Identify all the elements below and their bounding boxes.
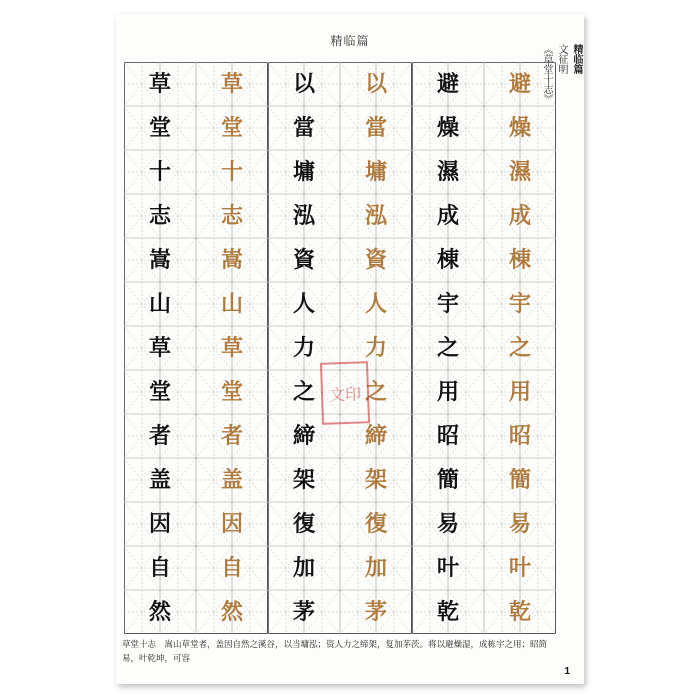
model-character: 成 bbox=[436, 203, 459, 229]
grid-block-2 bbox=[268, 62, 412, 634]
model-character: 嵩 bbox=[148, 247, 171, 273]
model-character: 人 bbox=[292, 291, 315, 317]
model-character: 昭 bbox=[436, 423, 459, 449]
copybook-page bbox=[116, 14, 584, 684]
tracing-character: 然 bbox=[220, 599, 243, 625]
model-character: 志 bbox=[148, 203, 171, 229]
model-character: 簡 bbox=[436, 467, 459, 493]
tracing-character: 草 bbox=[220, 335, 243, 361]
model-character: 燥 bbox=[436, 115, 459, 141]
footer-transcription: 草堂十志 嵩山草堂者，盖因自然之溪谷，以当墉泓；资人力之缔架，复加茅茨。将以避燥湿，成栋宇之用；昭简易，叶乾坤，可容 bbox=[122, 640, 548, 664]
model-character: 力 bbox=[292, 335, 315, 361]
tracing-character: 墉 bbox=[364, 159, 387, 185]
model-character: 堂 bbox=[148, 379, 171, 405]
tracing-character: 昭 bbox=[508, 423, 531, 449]
model-character-column bbox=[142, 62, 178, 634]
tracing-character: 志 bbox=[220, 203, 243, 229]
tracing-character: 易 bbox=[508, 511, 531, 537]
page-header-title: 精临篇 bbox=[330, 34, 370, 48]
tracing-character: 因 bbox=[220, 511, 243, 537]
tracing-character: 嵩 bbox=[220, 247, 243, 273]
model-character: 者 bbox=[148, 423, 171, 449]
tracing-character: 加 bbox=[364, 555, 387, 581]
tracing-character: 自 bbox=[220, 555, 243, 581]
tracing-character: 乾 bbox=[508, 599, 531, 625]
tracing-character: 用 bbox=[508, 379, 531, 405]
tracing-character: 者 bbox=[220, 423, 243, 449]
model-character: 以 bbox=[292, 71, 315, 97]
model-character: 加 bbox=[292, 555, 315, 581]
tracing-character: 山 bbox=[220, 291, 243, 317]
tracing-character: 締 bbox=[364, 423, 387, 449]
model-character: 架 bbox=[292, 467, 315, 493]
model-character: 締 bbox=[292, 423, 315, 449]
tracing-character: 堂 bbox=[220, 379, 243, 405]
tracing-character: 之 bbox=[364, 379, 387, 405]
model-character: 自 bbox=[148, 555, 171, 581]
tracing-character: 宇 bbox=[508, 291, 531, 317]
model-character-column bbox=[430, 62, 466, 634]
tracing-character: 復 bbox=[364, 511, 387, 537]
model-character: 十 bbox=[148, 159, 171, 185]
model-character: 茅 bbox=[292, 599, 315, 625]
model-character: 之 bbox=[292, 379, 315, 405]
tracing-character: 之 bbox=[508, 335, 531, 361]
model-character: 資 bbox=[292, 247, 315, 273]
tracing-character: 避 bbox=[508, 71, 531, 97]
tracing-character: 棟 bbox=[508, 247, 531, 273]
model-character: 易 bbox=[436, 511, 459, 537]
tracing-character: 力 bbox=[364, 335, 387, 361]
tracing-character: 堂 bbox=[220, 115, 243, 141]
side-author: 文征明 bbox=[556, 44, 567, 74]
tracing-character: 草 bbox=[220, 71, 243, 97]
tracing-character: 叶 bbox=[508, 555, 531, 581]
model-character: 盖 bbox=[148, 467, 171, 493]
tracing-character: 當 bbox=[364, 115, 387, 141]
model-character: 避 bbox=[436, 71, 459, 97]
model-character: 因 bbox=[148, 511, 171, 537]
model-character: 之 bbox=[436, 335, 459, 361]
seal-text: 文印 bbox=[328, 383, 362, 405]
tracing-character: 資 bbox=[364, 247, 387, 273]
tracing-character: 架 bbox=[364, 467, 387, 493]
tracing-character-column bbox=[358, 62, 394, 634]
tracing-character: 十 bbox=[220, 159, 243, 185]
tracing-character: 泓 bbox=[364, 203, 387, 229]
model-character: 山 bbox=[148, 291, 171, 317]
tracing-character: 以 bbox=[364, 71, 387, 97]
side-title-strip bbox=[541, 44, 584, 104]
tracing-character: 盖 bbox=[220, 467, 243, 493]
tracing-character: 濕 bbox=[508, 159, 531, 185]
grid-block-1 bbox=[124, 62, 268, 634]
red-seal-stamp bbox=[320, 361, 370, 425]
model-character: 墉 bbox=[292, 159, 315, 185]
model-character: 濕 bbox=[436, 159, 459, 185]
model-character: 泓 bbox=[292, 203, 315, 229]
model-character: 堂 bbox=[148, 115, 171, 141]
tracing-character: 成 bbox=[508, 203, 531, 229]
tracing-character: 簡 bbox=[508, 467, 531, 493]
model-character: 復 bbox=[292, 511, 315, 537]
side-section-title: 精临篇 bbox=[571, 44, 582, 74]
tracing-character: 茅 bbox=[364, 599, 387, 625]
model-character-column bbox=[286, 62, 322, 634]
model-character: 當 bbox=[292, 115, 315, 141]
tracing-character: 人 bbox=[364, 291, 387, 317]
model-character: 草 bbox=[148, 335, 171, 361]
tracing-character: 燥 bbox=[508, 115, 531, 141]
model-character: 然 bbox=[148, 599, 171, 625]
model-character: 宇 bbox=[436, 291, 459, 317]
model-character: 用 bbox=[436, 379, 459, 405]
model-character: 棟 bbox=[436, 247, 459, 273]
model-character: 乾 bbox=[436, 599, 459, 625]
model-character: 草 bbox=[148, 71, 171, 97]
side-work-title: 《草堂十志》 bbox=[541, 44, 552, 104]
tracing-character-column bbox=[502, 62, 538, 634]
tracing-character-column bbox=[214, 62, 250, 634]
page-number: 1 bbox=[564, 666, 570, 677]
grid-block-3 bbox=[412, 62, 556, 634]
model-character: 叶 bbox=[436, 555, 459, 581]
